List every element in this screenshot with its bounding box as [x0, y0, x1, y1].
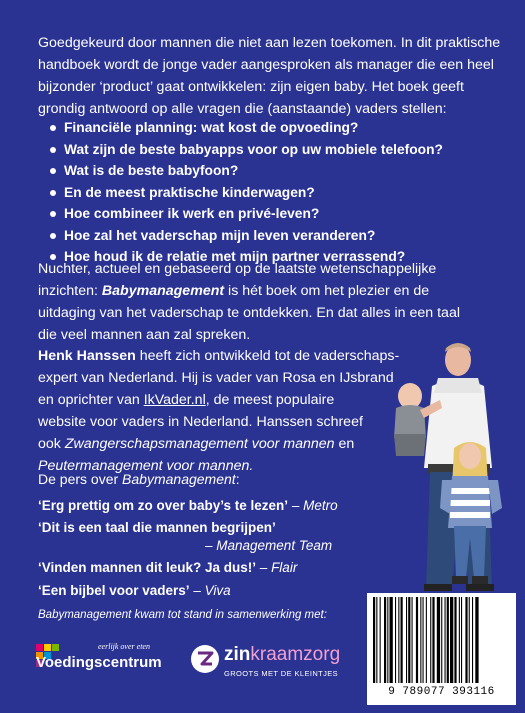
voedingscentrum-name: Voedingscentrum [36, 654, 162, 671]
quote-dash: – [256, 560, 272, 575]
voedingscentrum-logo [36, 640, 196, 690]
isbn-number: 9 789077 393116 [388, 686, 495, 698]
bullet-icon [50, 211, 56, 217]
author-text: en oprichter van [38, 392, 144, 408]
website-link[interactable]: IkVader.nl [143, 392, 206, 408]
author-text: ook [38, 436, 65, 452]
author-line [38, 433, 399, 455]
kraamzorg-text: kraamzorg [250, 644, 341, 665]
intro-line: bijzonder ‘product’ gaat ontwikkelen: zijn eigen baby. Het boek geeft [38, 79, 464, 95]
zinkraamzorg-tagline: GROOTS MET DE KLEINTJES [224, 669, 339, 678]
quote-source: Flair [271, 560, 298, 575]
author-name: Henk Hanssen [38, 348, 136, 364]
press-heading-text: De pers over [38, 471, 123, 487]
zinkraamzorg-mark-icon [190, 644, 220, 674]
summary-line: uitdaging van het vaderschap te ontdekken. En dat alles in een taal [38, 305, 460, 321]
author-text: heeft zich ontwikkeld tot de vaderschaps- [135, 348, 400, 364]
author-photo [380, 338, 510, 593]
summary-line [38, 280, 460, 302]
quote-text: ‘Een bijbel voor vaders’ [38, 583, 190, 598]
zinkraamzorg-name [224, 644, 340, 666]
bullet-icon [50, 125, 56, 131]
collaboration-text: kwam tot stand in samenwerking met: [131, 609, 327, 621]
quote-dash: – [205, 538, 217, 553]
list-item-text: En de meest praktische kinderwagen? [64, 184, 315, 200]
author-text: , de meest populaire [205, 392, 335, 408]
zin-text: zin [224, 644, 251, 665]
summary-paragraph [38, 258, 460, 346]
intro-line: grondig antwoord op alle vragen die (aanstaande) vaders stellen: [38, 101, 447, 117]
bullet-icon [50, 168, 56, 174]
quote-text: ‘Dit is een taal die mannen begrijpen’ [38, 520, 276, 535]
list-item-text: Hoe houd ik de relatie met mijn partner verrassend? [64, 249, 406, 264]
quote-source: Metro [303, 498, 338, 513]
list-item-text: Hoe combineer ik werk en privé-leven? [64, 206, 320, 221]
question-list [50, 117, 443, 268]
author-line [38, 389, 399, 411]
quote-source: Viva [204, 583, 231, 598]
barcode-bars-icon [367, 597, 516, 687]
bullet-icon [50, 147, 56, 153]
list-item [50, 182, 443, 204]
quote-source: Management Team [216, 538, 333, 553]
intro-paragraph [38, 32, 500, 120]
quote-text: ‘Erg prettig om zo over baby’s te lezen’ [38, 498, 289, 513]
press-quote [38, 497, 338, 515]
press-heading-text: : [235, 471, 240, 487]
press-quote [38, 559, 297, 577]
bullet-icon [50, 233, 56, 239]
press-quote-source-line [205, 537, 332, 555]
author-line: website voor vaders in Nederland. Hanssen schreef [38, 414, 363, 430]
list-item [50, 225, 443, 247]
book-title: Babymanagement [101, 283, 225, 299]
collaboration-note [38, 609, 327, 621]
intro-line: Goedgekeurd door mannen die niet aan lezen toekomen. In dit praktische [38, 35, 501, 51]
barcode [367, 593, 516, 705]
list-item-text: Hoe zal het vaderschap mijn leven veranderen? [64, 227, 376, 243]
summary-text: is hét boek om het plezier en de [224, 283, 430, 299]
quote-dash: – [189, 583, 205, 598]
list-item-text: Financiële planning: wat kost de opvoeding? [64, 120, 359, 135]
press-heading [38, 471, 240, 487]
press-quote [38, 519, 276, 537]
author-line [38, 345, 399, 367]
author-text: en [334, 436, 355, 452]
list-item-text: Wat is de beste babyfoon? [64, 163, 239, 178]
summary-line: die veel mannen aan zal spreken. [38, 327, 251, 343]
summary-line: Nuchter, actueel en gebaseerd op de laatste wetenschappelijke [38, 261, 437, 277]
intro-line: handboek wordt de jonge vader aangesproken als manager die een heel [38, 57, 494, 73]
zinkraamzorg-logo [190, 640, 370, 690]
list-item [50, 160, 443, 182]
quote-dash: – [288, 498, 304, 513]
list-item [50, 139, 443, 161]
list-item [50, 203, 443, 225]
quote-text: ‘Vinden mannen dit leuk? Ja dus!’ [38, 560, 257, 575]
press-quote [38, 582, 231, 600]
summary-text: inzichten: [38, 283, 102, 299]
book-title: Zwangerschapsmanagement voor mannen [64, 436, 335, 452]
list-item-text: Wat zijn de beste babyapps voor op uw mobiele telefoon? [64, 141, 443, 157]
list-item [50, 117, 443, 139]
voedingscentrum-tagline: eerlijk over eten [98, 642, 150, 651]
author-line: expert van Nederland. Hij is vader van Rosa en IJsbrand [38, 370, 394, 386]
book-title: Babymanagement [38, 609, 132, 621]
bullet-icon [50, 190, 56, 196]
author-paragraph [38, 345, 399, 477]
book-title: Babymanagement [122, 471, 236, 487]
book-title: Peutermanagement voor mannen. [38, 458, 254, 474]
